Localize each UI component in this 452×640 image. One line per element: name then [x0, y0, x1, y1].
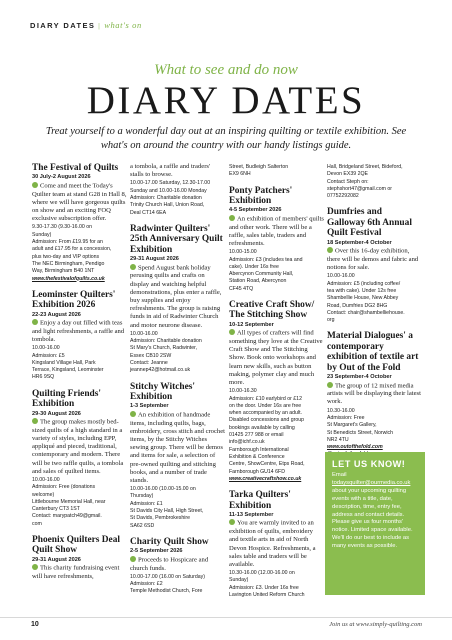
running-head	[30, 20, 142, 30]
event-detail-line: 10.00-16.00 (10.00-15.00 on	[130, 486, 196, 493]
event-detail-line: 10.00-16.00	[32, 476, 60, 483]
event-description-text: An exhibition of handmade items, including quilts, bags, embroidery, cross stitch and crochet items, by the Stitchy Witches sewing group. There will be demos and items for sale, a selection of pre-owned quilting and stitching books, and a number of trade stands.	[130, 411, 225, 484]
bullet-dot-icon	[130, 264, 136, 270]
let-us-know-title: LET US KNOW!	[332, 459, 406, 469]
bullet-dot-icon	[229, 215, 235, 221]
bullet-dot-icon	[130, 411, 136, 417]
event-title: The Festival of Quilts	[32, 163, 119, 173]
event-detail-line: Admission: Free (donations	[32, 484, 96, 491]
event-detail-line: SA62 6SD	[130, 522, 155, 529]
event-detail-line: Kingsland Village Hall, Park	[32, 359, 96, 366]
event-detail-line: Station Road, Abercynon	[229, 278, 287, 285]
event-dates: 30 July-2 August 2026	[32, 174, 91, 181]
event-title: Tarka Quilters' Exhibition	[229, 490, 291, 511]
event-listing	[32, 535, 127, 581]
event-detail-line: Thursday)	[130, 493, 154, 500]
event-detail-line: Admission: From £19.95 for an	[32, 239, 103, 246]
event-detail-line: 10.00-16.00	[327, 273, 355, 280]
event-listing	[32, 290, 127, 382]
event-spacer	[130, 530, 225, 537]
event-detail-line: Admission: Charitable donation	[130, 338, 202, 345]
event-spacer	[327, 324, 422, 331]
event-description	[130, 411, 225, 485]
listing-column-1	[32, 163, 127, 581]
event-detail-line: org	[327, 317, 335, 324]
event-title: Radwinter Quilters' 25th Anniversary Quilt Exhibition	[130, 223, 223, 255]
event-detail-line: St Margaret's Gallery,	[327, 422, 377, 429]
event-details	[229, 388, 324, 483]
event-details	[229, 249, 324, 293]
event-detail-line: Terrace, Kingsland, Leominster	[32, 367, 104, 374]
event-dates: 18 September-4 October	[327, 239, 392, 246]
running-head-separator: |	[98, 21, 102, 30]
event-spacer	[130, 375, 225, 382]
let-us-know-lead: Email	[332, 472, 347, 478]
listing-column-3	[229, 163, 324, 599]
event-description-text: Come and meet the Today's Quilter team at stand G28 in Hall 8, where we will have gorgeous quilts on show and an exciting FOQ exclusive subscription offer.	[32, 182, 127, 223]
event-detail-line: Admission: £3 (includes tea and	[229, 256, 303, 263]
event-detail-line: Farnborough International	[229, 446, 289, 453]
footer-rule	[0, 617, 452, 618]
event-detail-line: 10.30-16.00	[327, 407, 355, 414]
bullet-dot-icon	[32, 418, 38, 424]
event-dates: 4-5 September 2026	[229, 207, 282, 214]
event-detail-line: 10.30-16.00 (12.00-16.00 on	[229, 570, 295, 577]
event-title: Dumfries and Galloway 6th Annual Quilt Festival	[327, 207, 412, 239]
event-listing	[32, 163, 127, 283]
event-title: Material Dialogues' a contemporary exhibition of textile art by Out of the Fold	[327, 331, 419, 373]
event-detail-line: 10.00-16.30	[229, 388, 257, 395]
event-spacer	[130, 217, 225, 224]
event-listing	[327, 331, 422, 458]
event-details	[32, 345, 127, 381]
listing-column-2	[130, 163, 225, 596]
event-detail-line: when accompanied by an adult.	[229, 410, 302, 417]
event-detail-line: EX9 6NH	[229, 171, 251, 178]
event-detail-line: Shambellie House, New Abbey	[327, 295, 399, 302]
event-title: Stitchy Witches' Exhibition	[130, 381, 196, 402]
event-details	[32, 477, 127, 528]
event-details	[32, 224, 127, 282]
event-description-text: Over this 16-day exhibition, there will be demos and fabric and notions for sale.	[327, 247, 419, 272]
event-details	[229, 570, 324, 599]
event-dates: 1-3 September	[130, 403, 169, 410]
event-dates: 29-30 August 2026	[32, 410, 81, 417]
bullet-dot-icon	[327, 382, 333, 388]
event-detail-line: 10.00-17.00 Saturday, 12.30-17.00	[130, 180, 211, 187]
running-head-section: DIARY DATES	[30, 21, 96, 30]
event-description-text: You are warmly invited to an exhibition of quilts, embroidery and textile arts in aid of North Devon Hospice. Refreshments, a sales table and traders will be available.	[229, 519, 316, 568]
event-description-text: The group of 12 mixed media artists will be displaying their latest work.	[327, 382, 421, 406]
event-detail-line: Essex CB10 2SW	[130, 352, 172, 359]
event-description	[32, 319, 127, 344]
event-listing	[229, 164, 324, 179]
event-detail-line: Admission: £5 (including coffee/	[327, 280, 401, 287]
event-title: Leominster Quilters' Exhibition 2026	[32, 289, 116, 311]
event-detail-line: HR6 9SQ	[32, 374, 55, 381]
page-number: 10	[31, 621, 39, 628]
event-detail-line: Admission: Free	[327, 414, 365, 421]
event-spacer	[32, 382, 127, 389]
event-listing	[130, 163, 225, 217]
event-detail-line: Canterbury CT3 1ST	[32, 506, 80, 513]
event-detail-line: info@ichf.co.uk	[229, 439, 265, 446]
event-spacer	[229, 179, 324, 186]
let-us-know-body: about your upcoming quilting events with a title, date, description, time, entry fee, address and contact details. Please give us four months' notice. Limited space available. We'll do our best to include as many events as possible.	[332, 487, 413, 550]
event-dates: 22-23 August 2026	[32, 311, 81, 318]
event-description	[327, 247, 422, 272]
event-spacer	[327, 200, 422, 207]
bullet-dot-icon	[32, 182, 38, 188]
event-description	[32, 418, 127, 476]
event-detail-line: Sunday and 10.00-16.00 Monday	[130, 187, 207, 194]
event-detail-line: 07752292082	[327, 193, 359, 200]
event-website-link[interactable]: www.creativecraftshow.co.uk	[229, 475, 302, 482]
event-listing	[229, 300, 324, 483]
event-detail-line: Admission: £3. Under 16s free	[229, 584, 299, 591]
event-detail-line: on the door. Under 16s are free	[229, 402, 302, 409]
event-detail-line: Devon EX39 2QE	[327, 171, 368, 178]
event-listing	[327, 164, 422, 200]
event-detail-line: Deal CT14 6EA	[130, 209, 167, 216]
event-detail-line: Sunday)	[229, 577, 249, 584]
let-us-know-text	[332, 472, 418, 551]
event-detail-line: NR2 4TU	[327, 436, 349, 443]
event-detail-line: 9.30-17.30 (9.30-16.00 on	[32, 224, 92, 231]
listing-column-4	[327, 163, 422, 459]
footer-tagline: Join us at www.simply-quilting.com	[329, 621, 422, 628]
event-detail-line: cake). Under 16s free	[229, 263, 279, 270]
event-detail-line: Lavington United Reform Church	[229, 592, 305, 599]
event-detail-line: stephshort47@gmail.com or	[327, 185, 392, 192]
event-listing	[130, 382, 225, 530]
event-spacer	[229, 483, 324, 490]
event-description	[229, 519, 324, 569]
event-detail-line: jeannep42@hotmail.co.uk	[130, 367, 191, 374]
event-description	[229, 329, 324, 387]
submission-email-link[interactable]: todaysquilter@ourmedia.co.uk	[332, 479, 411, 486]
page-kicker: What to see and do now	[154, 62, 298, 78]
event-detail-line: Disabled concessions and group	[229, 417, 304, 424]
bullet-dot-icon	[32, 319, 38, 325]
event-detail-line: Hall, Bridgeland Street, Bideford,	[327, 164, 403, 170]
event-detail-line: The NEC Birmingham, Pendigo	[32, 260, 105, 267]
event-description	[32, 182, 127, 224]
event-detail-line: 10.00-16.00	[32, 345, 60, 352]
event-website-link[interactable]: www.thefestivalofquilts.co.uk	[32, 275, 105, 282]
event-detail-line: 10.00-15.00	[229, 249, 257, 256]
event-detail-line: Admission: Charitable donation	[130, 195, 202, 201]
event-detail-line: Admission: £1	[130, 500, 163, 507]
event-description-text: This charity fundraising event will have refreshments,	[32, 564, 120, 581]
event-description-text: Spend August bank holiday perusing quilts and crafts on display and watching helpful demonstrations, plus enter a raffle, buy supplies and enjoy refreshments. The group is raising funds in aid of Radwinter Church and motor neurone disease.	[130, 264, 222, 329]
event-detail-line: com	[32, 520, 42, 527]
event-title: Phoenix Quilters Deal Quilt Show	[32, 535, 121, 556]
event-detail-line: Contact Steph on:	[327, 178, 369, 185]
event-details	[327, 273, 422, 324]
event-detail-line: Admission: £2	[130, 581, 163, 588]
event-detail-line: adult and £17.95 for a concession,	[32, 246, 112, 253]
event-details	[130, 574, 225, 596]
event-detail-line: Littlebourne Memorial Hall, near	[32, 498, 106, 505]
event-detail-line: Temple Methodist Church, Fore	[130, 588, 203, 595]
event-details	[229, 164, 324, 179]
event-detail-line: welcome)	[32, 491, 55, 498]
event-description-text: Enjoy a day out filled with teas and light refreshments, a raffle and tombola.	[32, 319, 125, 344]
event-listing	[32, 389, 127, 528]
event-listing	[229, 186, 324, 293]
page-title: DIARY DATES	[86, 79, 366, 122]
event-listing	[130, 537, 225, 596]
bullet-dot-icon	[327, 247, 333, 253]
event-detail-line: Admission: £10 earlybird or £12	[229, 395, 302, 402]
event-detail-line: St Davids, Pembrokeshire	[130, 515, 190, 522]
bullet-dot-icon	[32, 564, 38, 570]
event-website-link[interactable]: www.outofthefold.com	[327, 444, 383, 451]
event-details	[130, 180, 225, 216]
event-detail-line: Contact: Jeanne	[130, 359, 168, 366]
event-dates: 2-5 September 2026	[130, 548, 183, 555]
event-detail-line: Abercynon Community Hall,	[229, 271, 294, 278]
event-description	[327, 382, 422, 407]
event-detail-line: 01425 277 988 or email	[229, 432, 284, 439]
bullet-dot-icon	[229, 329, 235, 335]
bullet-dot-icon	[229, 519, 235, 525]
event-detail-line: Exhibition & Conference	[229, 453, 285, 460]
event-detail-line: Contact: chair@shambelliehouse.	[327, 309, 405, 316]
event-description	[32, 564, 127, 581]
event-description-text: a tombola, a raffle and traders' stalls to browse.	[130, 163, 211, 179]
event-description	[130, 556, 225, 573]
event-description	[130, 163, 225, 179]
event-detail-line: St Mary's Church, Radwinter,	[130, 345, 198, 352]
event-dates: 11-13 September	[229, 511, 274, 518]
event-title: Quilting Friends' Exhibition	[32, 388, 102, 410]
event-description-text: All types of crafters will find something they love at the Creative Craft Show and The Stitching Show. Book onto workshops and learn new skills, such as button making, polymer clay and much more.	[229, 329, 323, 387]
event-description	[130, 264, 225, 330]
event-detail-line: Street, Budleigh Salterton	[229, 164, 289, 170]
event-detail-line: Centre, ShowCentre, Etps Road,	[229, 461, 305, 468]
event-details	[130, 486, 225, 530]
event-detail-line: CF45 4TQ	[229, 285, 254, 292]
event-description	[229, 215, 324, 248]
event-detail-line: Trinity Church Hall, Union Road,	[130, 202, 205, 209]
event-dates: 29-31 August 2026	[32, 556, 81, 563]
event-detail-line: bookings available by calling	[229, 424, 295, 431]
event-detail-line: Contact: marypatch49@gmail.	[32, 513, 102, 520]
running-head-subsection: what's on	[104, 20, 142, 30]
event-dates: 10-12 September	[229, 321, 274, 328]
event-description-text: Proceeds to Hospicare and church funds.	[130, 556, 209, 572]
event-detail-line: 10.00-16.00	[130, 330, 158, 337]
event-detail-line: Farnborough GU14 6FD	[229, 468, 285, 475]
event-detail-line: Admission: £5	[32, 352, 65, 359]
event-title: Charity Quilt Show	[130, 536, 209, 547]
event-spacer	[32, 528, 127, 535]
event-description-text: The group makes mostly bed-sized quilts of a high standard in a variety of styles, including EPP, appliqué and pieced, traditional, contemporary and modern. There will be two raffle quilts, a tombola and sales of quilted items.	[32, 418, 124, 475]
event-detail-line: 10.00-17.00 (16.00 on Saturday)	[130, 573, 205, 580]
event-detail-line: plus two-day and VIP options	[32, 253, 100, 260]
let-us-know-box	[325, 452, 425, 595]
event-dates: 23 September-4 October	[327, 374, 392, 381]
event-description-text: An exhibition of members' quilts and other work. There will be a raffle, sales table, traders and refreshments.	[229, 215, 324, 248]
event-title: Creative Craft Show/ The Stitching Show	[229, 300, 315, 321]
event-listing	[327, 207, 422, 324]
event-listing	[229, 490, 324, 599]
event-detail-line: Road, Dumfries DG2 8HG	[327, 302, 388, 309]
standfirst: Treat yourself to a wonderful day out at an inspiring quilting or textile exhibition. See what's on around the country with our handy listings guide.	[45, 126, 407, 151]
bullet-dot-icon	[130, 556, 136, 562]
event-detail-line: Way, Birmingham B40 1NT	[32, 268, 95, 275]
event-spacer	[229, 293, 324, 300]
event-details	[130, 331, 225, 375]
event-listing	[130, 224, 225, 375]
event-detail-line: tea with cake). Under 12s free	[327, 287, 397, 294]
event-detail-line: St Davids City Hall, High Street,	[130, 508, 204, 515]
event-dates: 29-31 August 2026	[130, 256, 179, 263]
event-title: Ponty Patchers' Exhibition	[229, 185, 293, 206]
event-spacer	[32, 283, 127, 290]
event-detail-line: Sunday)	[32, 231, 52, 238]
event-details	[327, 164, 422, 200]
event-detail-line: St Benedicts Street, Norwich	[327, 429, 394, 436]
